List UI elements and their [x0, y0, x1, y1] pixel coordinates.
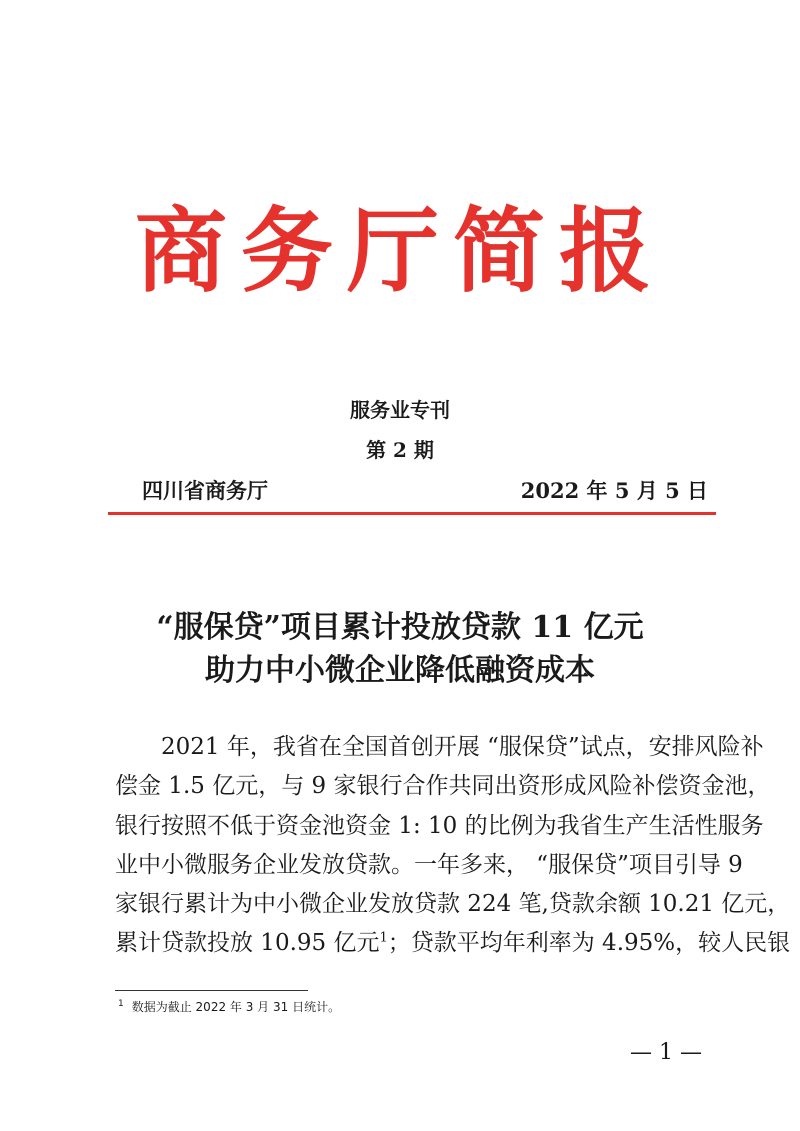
article-headline-line-1: “服保贷”项目累计投放贷款 11 亿元: [156, 610, 644, 645]
page-number: — 1 —: [630, 1040, 702, 1065]
body-line-4: 业中小微服务企业发放贷款。一年多来， “服保贷”项目引导 9: [115, 852, 743, 878]
footnote: [118, 1000, 340, 1013]
red-divider: [108, 512, 716, 515]
issue-number: 第 2 期: [366, 438, 434, 462]
footnote-text: 数据为截止 2022 年 3 月 31 日统计。: [131, 1000, 341, 1014]
body-line-5: 家银行累计为中小微企业发放贷款 224 笔,贷款余额 10.21 亿元，: [115, 891, 791, 917]
issue-series: 服务业专刊: [350, 398, 450, 422]
body-line-1: 2021 年，我省在全国首创开展 “服保贷”试点，安排风险补: [161, 734, 764, 760]
issuer: 四川省商务厅: [142, 478, 268, 503]
masthead-title: 商务厅简报: [134, 198, 665, 305]
body-line-6-text-start: 累计贷款投放 10.95 亿元: [115, 930, 380, 956]
article-headline-line-2: 助力中小微企业降低融资成本: [205, 653, 595, 688]
body-line-3: 银行按照不低于资金池资金 1: 10 的比例为我省生产生活性服务: [115, 813, 764, 839]
footnote-mark: 1: [118, 999, 124, 1009]
body-line-2: 偿金 1.5 亿元，与 9 家银行合作共同出资形成风险补偿资金池，: [115, 773, 771, 799]
body-line-6: [115, 930, 791, 956]
footnote-ref: 1: [379, 930, 388, 946]
body-line-6-text-end: ；贷款平均年利率为 4.95%，较人民银: [387, 930, 791, 956]
footnote-divider: [115, 990, 308, 991]
issue-date: 2022 年 5 月 5 日: [520, 478, 708, 503]
